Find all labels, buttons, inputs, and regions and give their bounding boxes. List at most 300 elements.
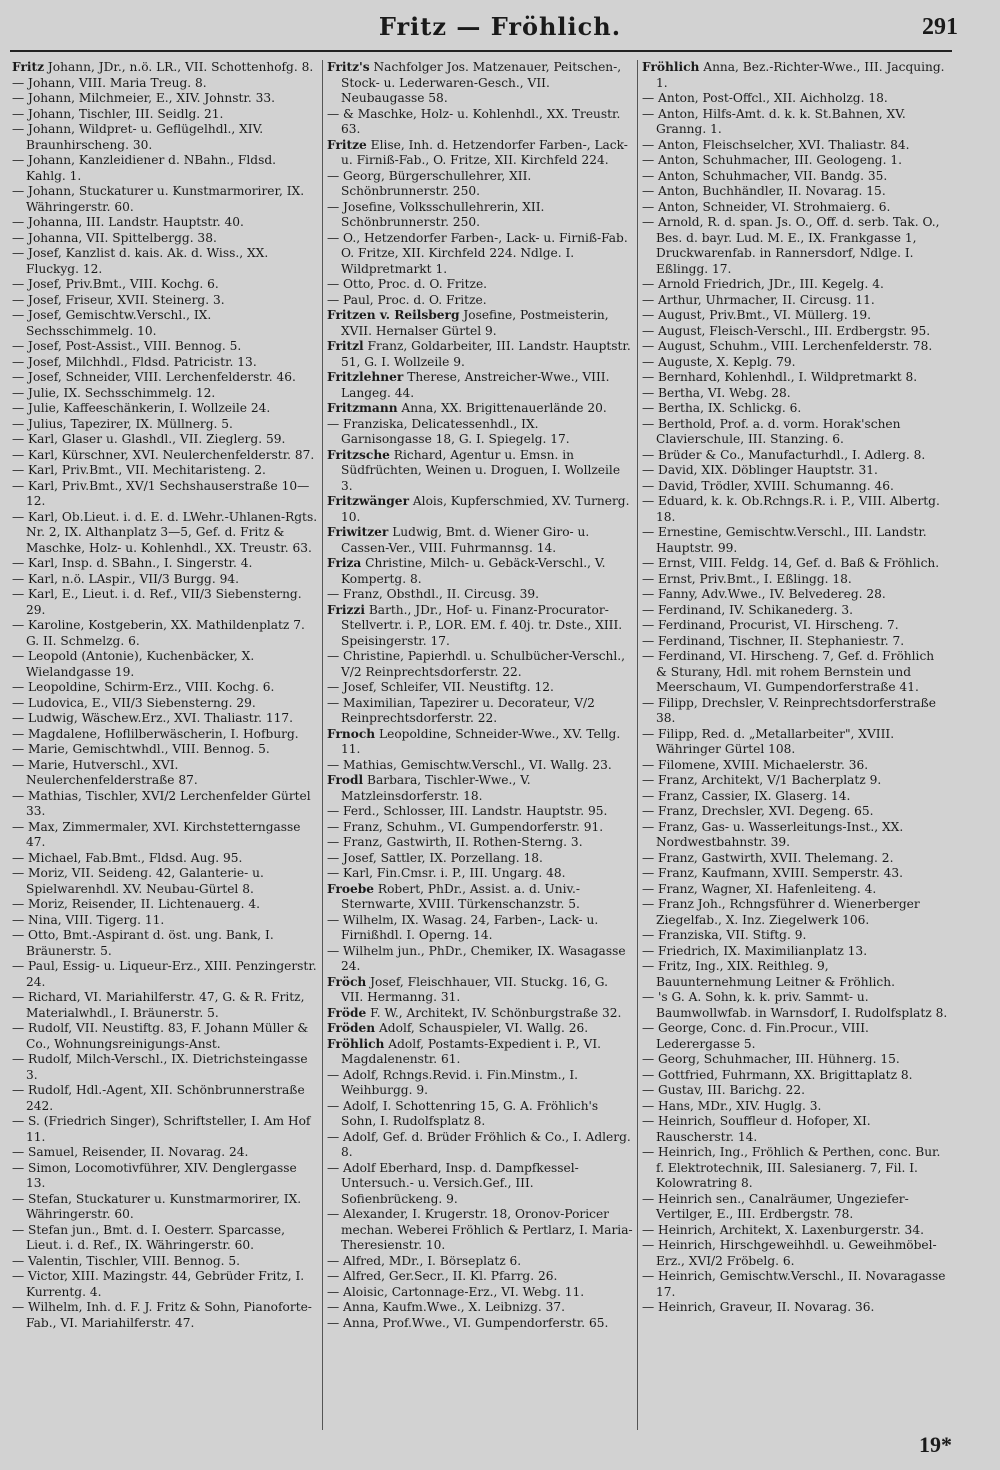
page-number: 291 (922, 14, 958, 40)
directory-entry (642, 339, 948, 355)
entry-text: — Josef, Schleifer, VII. Neustiftg. 12. (327, 680, 554, 694)
entry-text: — Johann, Kanzleidiener d. NBahn., Fldsd. Kahlg. 1. (12, 153, 277, 183)
directory-entry (12, 339, 318, 355)
entry-text: — Karoline, Kostgeberin, XX. Mathildenplatz 7. G. II. Schmelzg. 6. (12, 618, 305, 648)
directory-entry (12, 479, 318, 510)
entry-text: — Mathias, Tischler, XVI/2 Lerchenfelder Gürtel 33. (12, 788, 311, 818)
entry-surname: Friza (327, 556, 362, 570)
entry-text: — Heinrich, Architekt, X. Laxenburgerstr. 34. (642, 1222, 924, 1237)
directory-entry (327, 339, 633, 370)
directory-entry (642, 990, 948, 1021)
directory-entry (642, 928, 948, 944)
entry-surname: Fritzen v. Reilsberg (327, 308, 460, 322)
entry-text: — David, XIX. Döblinger Hauptstr. 31. (642, 463, 878, 477)
entry-text: — Wilhelm, Inh. d. F. J. Fritz & Sohn, Pianoforte-Fab., VI. Mariahilferstr. 47. (12, 1300, 312, 1330)
entry-text: — & Maschke, Holz- u. Kohlenhdl., XX. Treustr. 63. (327, 106, 621, 136)
directory-entry (327, 525, 633, 556)
directory-entry (642, 1099, 948, 1115)
directory-entry (12, 91, 318, 107)
entry-text: Alois, Kupferschmied, XV. Turnerg. 10. (341, 494, 630, 524)
entry-text: Christine, Milch- u. Gebäck-Verschl., V. Kompertg. 8. (341, 556, 606, 586)
directory-entry (12, 463, 318, 479)
entry-surname: Fritzmann (327, 401, 398, 415)
entry-text: Barth., JDr., Hof- u. Finanz-Procurator-Stellvertr. i. P., LOR. EM. f. 40j. tr. Dste., XIII. Speisingerstr. 17. (341, 602, 623, 648)
directory-entry (642, 138, 948, 154)
entry-text: — Hans, MDr., XIV. Huglg. 3. (642, 1098, 822, 1113)
directory-entry (12, 76, 318, 92)
entry-text: — Johanna, VII. Spittelbergg. 38. (12, 230, 217, 245)
entry-text: Franz, Goldarbeiter, III. Landstr. Hauptstr. 51, G. I. Wollzeile 9. (341, 339, 631, 369)
entry-text: — Karl, Insp. d. SBahn., I. Singerstr. 4. (12, 556, 253, 570)
entry-text: — Franz, Architekt, V/1 Bacherplatz 9. (642, 773, 882, 787)
entry-text: — Rudolf, VII. Neustiftg. 83, F. Johann Müller & Co., Wohnungsreinigungs-Anst. (12, 1021, 309, 1051)
entry-text: Elise, Inh. d. Hetzendorfer Farben-, Lack- u. Firniß-Fab., O. Fritze, XII. Kirchfeld 224. (341, 137, 628, 167)
entry-text: — Eduard, k. k. Ob.Rchngs.R. i. P., VIII. Albertg. 18. (642, 494, 940, 524)
entry-text: Barbara, Tischler-Wwe., V. Matzleinsdorferstr. 18. (341, 773, 531, 803)
entry-text: — Anton, Post-Offcl., XII. Aichholzg. 18. (642, 91, 888, 105)
directory-entry (12, 215, 318, 231)
directory-entry (642, 727, 948, 758)
directory-entry (327, 1021, 633, 1037)
directory-entry (642, 60, 948, 91)
directory-entry (642, 1238, 948, 1269)
entry-text: — Ernestine, Gemischtw.Verschl., III. Landstr. Hauptstr. 99. (642, 525, 927, 555)
entry-text: Richard, Agentur u. Emsn. in Südfrüchten, Weinen u. Droguen, I. Wollzeile 3. (341, 447, 621, 493)
directory-entry (642, 525, 948, 556)
entry-text: — Otto, Bmt.-Aspirant d. öst. ung. Bank, I. Bräunerstr. 5. (12, 928, 274, 958)
directory-entry (327, 1300, 633, 1316)
entry-surname: Frizzi (327, 602, 365, 617)
signature-mark: 19* (919, 1432, 952, 1457)
entry-text: — Adolf, I. Schottenring 15, G. A. Fröhlich's Sohn, I. Rudolfsplatz 8. (327, 1098, 599, 1128)
directory-entry (642, 556, 948, 572)
directory-entry (642, 603, 948, 619)
directory-entry (327, 1130, 633, 1161)
directory-entry (12, 572, 318, 588)
entry-text: — Julie, IX. Sechsschimmelg. 12. (12, 385, 216, 400)
entry-text: Therese, Anstreicher-Wwe., VIII. Langeg. 44. (341, 370, 610, 400)
entry-text: — Franziska, Delicatessenhdl., IX. Garnisongasse 18, G. I. Spiegelg. 17. (327, 416, 570, 446)
directory-entry (327, 913, 633, 944)
entry-text: — Anna, Kaufm.Wwe., X. Leibnizg. 37. (327, 1300, 566, 1314)
entry-text: — Heinrich, Ing., Fröhlich & Perthen, conc. Bur. f. Elektrotechnik, III. Salesianerg. 7, Fil. I. Kolowratring 8. (642, 1145, 941, 1190)
entry-text: — Valentin, Tischler, VIII. Bennog. 5. (12, 1253, 241, 1268)
directory-entry (12, 417, 318, 433)
directory-entry (12, 789, 318, 820)
directory-entry (642, 959, 948, 990)
entry-text: — Adolf Eberhard, Insp. d. Dampfkessel-Untersuch.- u. Versich.Gef., III. Sofienbrückeng. 9. (327, 1160, 579, 1206)
directory-entry (642, 153, 948, 169)
directory-entry (12, 510, 318, 557)
entry-surname: Fröch (327, 974, 367, 989)
directory-entry (327, 277, 633, 293)
directory-entry (12, 246, 318, 277)
directory-entry (327, 587, 633, 603)
directory-entry (12, 1192, 318, 1223)
directory-entry (327, 649, 633, 680)
directory-entry (12, 820, 318, 851)
directory-entry (642, 463, 948, 479)
entry-text: — Bernhard, Kohlenhdl., I. Wildpretmarkt 8. (642, 370, 918, 384)
entry-text: — Filomene, XVIII. Michaelerstr. 36. (642, 757, 869, 772)
directory-entry (327, 401, 633, 417)
header-rule (10, 50, 952, 52)
directory-entry (12, 866, 318, 897)
directory-entry (327, 882, 633, 913)
directory-entry (642, 277, 948, 293)
entry-text: — Friedrich, IX. Maximilianplatz 13. (642, 943, 868, 958)
entry-text: — Bertha, IX. Schlickg. 6. (642, 401, 802, 415)
directory-entry (12, 370, 318, 386)
directory-entry (642, 401, 948, 417)
directory-entry (642, 200, 948, 216)
entry-text: Nachfolger Jos. Matzenauer, Peitschen-, Stock- u. Lederwaren-Gesch., VII. Neubaugasse 58. (341, 60, 622, 105)
entry-text: — Filipp, Red. d. „Metallarbeiter", XVIII. Währinger Gürtel 108. (642, 726, 895, 756)
entry-text: — Paul, Proc. d. O. Fritze. (327, 292, 487, 307)
directory-entry (327, 1068, 633, 1099)
entry-text: — Karl, Priv.Bmt., XV/1 Sechshauserstraße 10—12. (12, 478, 310, 508)
directory-entry (642, 804, 948, 820)
directory-entry (642, 1223, 948, 1239)
directory-entry (642, 649, 948, 696)
directory-entry (642, 107, 948, 138)
directory-entry (12, 1254, 318, 1270)
directory-entry (327, 293, 633, 309)
entry-text: — Ferdinand, VI. Hirscheng. 7, Gef. d. Fröhlich & Sturany, Hdl. mit rohem Bernstein und Meerschaum, VI. Gumpendorferstraße 41. (642, 649, 935, 694)
entry-text: F. W., Architekt, IV. Schönburgstraße 32. (366, 1005, 622, 1020)
directory-entry (327, 231, 633, 278)
directory-columns (8, 60, 952, 1430)
directory-entry (642, 1083, 948, 1099)
directory-entry (642, 494, 948, 525)
directory-entry (327, 680, 633, 696)
directory-entry (12, 928, 318, 959)
entry-text: — Josef, Gemischtw.Verschl., IX. Sechsschimmelg. 10. (12, 308, 212, 338)
entry-text: — Josef, Milchhdl., Fldsd. Patricistr. 13. (12, 354, 257, 369)
entry-text: — Berthold, Prof. a. d. vorm. Horak'schen Clavierschule, III. Stanzing. 6. (642, 416, 901, 446)
entry-text: — Ernst, Priv.Bmt., I. Eßlingg. 18. (642, 571, 852, 586)
entry-text: — Karl, n.ö. LAspir., VII/3 Burgg. 94. (12, 571, 239, 586)
entry-text: Ludwig, Bmt. d. Wiener Giro- u. Cassen-Ver., VIII. Fuhrmannsg. 14. (341, 525, 590, 555)
entry-text: — Josef, Priv.Bmt., VIII. Kochg. 6. (12, 277, 219, 291)
directory-entry (642, 91, 948, 107)
entry-surname: Fritzwänger (327, 494, 409, 508)
directory-entry (327, 804, 633, 820)
directory-entry (327, 1269, 633, 1285)
entry-text: — Karl, E., Lieut. i. d. Ref., VII/3 Siebensterng. 29. (12, 587, 302, 617)
entry-text: — Georg, Bürgerschullehrer, XII. Schönbrunnerstr. 250. (327, 168, 532, 198)
directory-entry (12, 184, 318, 215)
entry-text: — Heinrich sen., Canalräumer, Ungeziefer-Vertilger, E., III. Erdbergstr. 78. (642, 1191, 909, 1221)
entry-text: — Josef, Sattler, IX. Porzellang. 18. (327, 850, 543, 865)
entry-text: — S. (Friedrich Singer), Schriftsteller, I. Am Hof 11. (12, 1114, 311, 1144)
entry-text: — Johann, Milchmeier, E., XIV. Johnstr. 33. (12, 91, 276, 105)
directory-entry (642, 386, 948, 402)
directory-entry (327, 1006, 633, 1022)
directory-entry (12, 618, 318, 649)
entry-text: — Karl, Priv.Bmt., VII. Mechitaristeng. 2. (12, 463, 266, 477)
entry-text: — Stefan jun., Bmt. d. I. Oesterr. Sparcasse, Lieut. i. d. Ref., IX. Währingerstr. 60. (12, 1222, 285, 1252)
directory-entry (642, 851, 948, 867)
entry-text: — Josef, Kanzlist d. kais. Ak. d. Wiss., XX. Fluckyg. 12. (12, 246, 269, 276)
entry-text: — Anton, Schneider, VI. Strohmaierg. 6. (642, 199, 891, 214)
directory-entry (642, 1192, 948, 1223)
directory-entry (12, 696, 318, 712)
entry-text: — Michael, Fab.Bmt., Fldsd. Aug. 95. (12, 850, 243, 865)
directory-entry (642, 820, 948, 851)
entry-text: — Franz, Gastwirth, XVII. Thelemang. 2. (642, 850, 894, 865)
directory-entry (12, 107, 318, 123)
entry-surname: Fritz (12, 60, 45, 74)
entry-text: — Franz Joh., Rchngsführer d. Wienerberger Ziegelfab., X. Inz. Ziegelwerk 106. (642, 897, 920, 927)
directory-entry (642, 169, 948, 185)
directory-entry (12, 742, 318, 758)
directory-entry (642, 789, 948, 805)
entry-text: — Samuel, Reisender, II. Novarag. 24. (12, 1145, 249, 1159)
directory-entry (12, 153, 318, 184)
entry-surname: Fritz's (327, 60, 370, 74)
entry-text: — Leopold (Antonie), Kuchenbäcker, X. Wielandgasse 19. (12, 649, 255, 679)
directory-entry (642, 634, 948, 650)
directory-entry (12, 758, 318, 789)
directory-entry (642, 587, 948, 603)
page-header (0, 12, 1000, 52)
entry-text: — Alfred, MDr., I. Börseplatz 6. (327, 1253, 522, 1268)
directory-entry (12, 959, 318, 990)
entry-text: — August, Schuhm., VIII. Lerchenfelderstr. 78. (642, 339, 933, 353)
entry-text: — Max, Zimmermaler, XVI. Kirchstetterngasse 47. (12, 819, 301, 849)
entry-text: — Victor, XIII. Mazingstr. 44, Gebrüder Fritz, I. Kurrentg. 4. (12, 1269, 305, 1299)
entry-text: — Wilhelm jun., PhDr., Chemiker, IX. Wasagasse 24. (327, 943, 626, 973)
directory-entry (12, 277, 318, 293)
directory-entry (327, 1037, 633, 1068)
entry-text: — Anton, Fleischselcher, XVI. Thaliastr. 84. (642, 137, 910, 152)
entry-text: — Heinrich, Gemischtw.Verschl., II. Novaragasse 17. (642, 1269, 946, 1299)
directory-entry (327, 60, 633, 107)
entry-text: — Anton, Hilfs-Amt. d. k. k. St.Bahnen, XV. Granng. 1. (642, 106, 906, 136)
directory-entry (12, 1021, 318, 1052)
directory-entry (12, 401, 318, 417)
directory-entry (327, 1316, 633, 1332)
directory-entry (12, 587, 318, 618)
directory-entry (327, 169, 633, 200)
directory-entry (327, 448, 633, 495)
entry-text: — Karl, Kürschner, XVI. Neulerchenfelderstr. 87. (12, 447, 315, 462)
entry-text: — Rudolf, Milch-Verschl., IX. Dietrichsteingasse 3. (12, 1052, 308, 1082)
directory-entry (642, 773, 948, 789)
directory-entry (642, 184, 948, 200)
entry-text: — Ernst, VIII. Feldg. 14, Gef. d. Baß & Fröhlich. (642, 556, 940, 570)
entry-text: — Josef, Schneider, VIII. Lerchenfelderstr. 46. (12, 370, 296, 384)
entry-text: — Paul, Essig- u. Liqueur-Erz., XIII. Penzingerstr. 24. (12, 959, 317, 989)
directory-entry (642, 355, 948, 371)
entry-text: — Arnold, R. d. span. Js. O., Off. d. serb. Tak. O., Bes. d. bayr. Lud. M. E., IX. Frankgasse 1, Druckwarenfab. in Rannersdorf, Ndlge. I. Eßlingg. 17. (642, 215, 940, 276)
entry-text: — Richard, VI. Mariahilferstr. 47, G. & R. Fritz, Materialwhdl., I. Bräunerstr. 5. (12, 990, 305, 1020)
entry-text: — Alfred, Ger.Secr., II. Kl. Pfarrg. 26. (327, 1269, 558, 1283)
column-middle (323, 60, 638, 1430)
entry-text: — Karl, Glaser u. Glashdl., VII. Zieglerg. 59. (12, 432, 286, 446)
entry-text: — Franz, Kaufmann, XVIII. Semperstr. 43. (642, 866, 904, 880)
entry-text: — Fritz, Ing., XIX. Reithleg. 9, Bauunternehmung Leitner & Fröhlich. (642, 959, 895, 989)
entry-text: — Johanna, III. Landstr. Hauptstr. 40. (12, 215, 244, 229)
directory-entry (642, 1052, 948, 1068)
directory-entry (642, 479, 948, 495)
entry-text: — Fanny, Adv.Wwe., IV. Belvedereg. 28. (642, 587, 886, 601)
directory-entry (327, 556, 633, 587)
entry-text: — Anton, Schuhmacher, III. Geologeng. 1. (642, 153, 902, 167)
directory-entry (12, 897, 318, 913)
directory-entry (12, 231, 318, 247)
directory-entry (327, 851, 633, 867)
entry-surname: Fritzlehner (327, 370, 404, 384)
directory-entry (327, 866, 633, 882)
entry-text: — Mathias, Gemischtw.Verschl., VI. Wallg. 23. (327, 757, 612, 772)
entry-text: — Julie, Kaffeeschänkerin, I. Wollzeile 24. (12, 401, 271, 415)
directory-entry (12, 1083, 318, 1114)
entry-text: — Moriz, VII. Seidenɡ. 42, Galanterie- u. Spielwarenhdl. XV. Neubau-Gürtel 8. (12, 866, 264, 896)
entry-text: — 's G. A. Sohn, k. k. priv. Sammt- u. Baumwollwfab. in Warnsdorf, I. Rudolfsplatz 8. (642, 990, 948, 1020)
directory-entry (327, 727, 633, 758)
directory-entry (327, 1285, 633, 1301)
entry-text: — Leopoldine, Schirm-Erz., VIII. Kochg. 6. (12, 680, 275, 694)
entry-text: — Maximilian, Tapezirer u. Decorateur, V/2 Reinprechtsdorferstr. 22. (327, 695, 595, 725)
entry-text: — Julius, Tapezirer, IX. Müllnerg. 5. (12, 416, 233, 431)
entry-surname: Fritze (327, 137, 367, 152)
directory-entry (12, 1300, 318, 1331)
entry-text: — Gustav, III. Barichg. 22. (642, 1083, 805, 1097)
directory-entry (327, 308, 633, 339)
directory-entry (12, 386, 318, 402)
entry-text: — Arnold Friedrich, JDr., III. Kegelg. 4. (642, 277, 884, 291)
directory-entry (327, 1207, 633, 1254)
entry-text: — Ferd., Schlosser, III. Landstr. Hauptstr. 95. (327, 804, 608, 818)
directory-entry (12, 1145, 318, 1161)
directory-entry (642, 696, 948, 727)
directory-entry (327, 820, 633, 836)
directory-entry (327, 138, 633, 169)
directory-entry (642, 866, 948, 882)
entry-surname: Fröhlich (327, 1036, 385, 1051)
directory-entry (12, 60, 318, 76)
entry-surname: Froebe (327, 881, 375, 896)
directory-entry (642, 897, 948, 928)
entry-text: — David, Trödler, XVIII. Schumanng. 46. (642, 478, 894, 493)
entry-surname: Frnoch (327, 726, 376, 741)
entry-text: — Otto, Proc. d. O. Fritze. (327, 277, 488, 291)
directory-entry (642, 758, 948, 774)
directory-entry (327, 944, 633, 975)
entry-text: Leopoldine, Schneider-Wwe., XV. Tellg. 11. (341, 726, 621, 756)
directory-entry (642, 572, 948, 588)
entry-text: — Franz, Schuhm., VI. Gumpendorferstr. 91. (327, 819, 604, 834)
entry-surname: Friwitzer (327, 525, 389, 539)
entry-text: — Wilhelm, IX. Wasag. 24, Farben-, Lack- u. Firnißhdl. I. Operng. 14. (327, 912, 599, 942)
entry-text: — Heinrich, Graveur, II. Novarag. 36. (642, 1300, 875, 1314)
directory-entry (642, 1021, 948, 1052)
entry-text: — Bertha, VI. Webg. 28. (642, 385, 791, 400)
entry-text: — Nina, VIII. Tigerg. 11. (12, 912, 165, 927)
directory-entry (642, 1145, 948, 1192)
directory-entry (642, 448, 948, 464)
entry-text: — Heinrich, Hirschgeweihhdl. u. Geweihmöbel-Erz., XVI/2 Fröbelg. 6. (642, 1238, 937, 1268)
directory-entry (12, 556, 318, 572)
entry-text: — Alexander, I. Krugerstr. 18, Oronov-Poricer mechan. Weberei Fröhlich & Pertlarz, I. Maria-Theresienstr. 10. (327, 1207, 633, 1252)
directory-entry (327, 200, 633, 231)
entry-text: — Adolf, Gef. d. Brüder Fröhlich & Co., I. Adlerg. 8. (327, 1129, 631, 1159)
directory-entry (12, 1052, 318, 1083)
directory-entry (327, 773, 633, 804)
directory-entry (327, 107, 633, 138)
entry-text: — Johann, VIII. Maria Treug. 8. (12, 75, 207, 90)
entry-text: — Moriz, Reisender, II. Lichtenauerg. 4. (12, 897, 260, 911)
entry-text: — August, Priv.Bmt., VI. Müllerg. 19. (642, 308, 871, 322)
entry-surname: Fritzsche (327, 447, 390, 462)
directory-entry (12, 1161, 318, 1192)
entry-text: — Ferdinand, Procurist, VI. Hirscheng. 7. (642, 618, 899, 632)
directory-entry (327, 1161, 633, 1208)
directory-entry (12, 122, 318, 153)
directory-entry (12, 727, 318, 743)
entry-text: — Franz, Drechsler, XVI. Degeng. 65. (642, 804, 874, 818)
directory-entry (12, 649, 318, 680)
directory-entry (642, 618, 948, 634)
entry-text: — Franz, Cassier, IX. Glaserg. 14. (642, 788, 851, 803)
entry-text: — Franz, Gas- u. Wasserleitungs-Inst., XX. Nordwestbahnstr. 39. (642, 819, 904, 849)
directory-entry (12, 680, 318, 696)
directory-entry (12, 1114, 318, 1145)
entry-surname: Fröhlich (642, 60, 700, 74)
entry-text: — Heinrich, Souffleur d. Hofoper, XI. Rauscherstr. 14. (642, 1114, 871, 1144)
directory-entry (12, 1223, 318, 1254)
column-left (8, 60, 323, 1430)
entry-surname: Frodl (327, 773, 364, 787)
entry-text: — Anton, Schuhmacher, VII. Bandg. 35. (642, 168, 888, 183)
entry-text: — George, Conc. d. Fin.Procur., VIII. Lederergasse 5. (642, 1021, 869, 1051)
directory-entry (327, 370, 633, 401)
entry-text: — Ludovica, E., VII/3 Siebensterng. 29. (12, 695, 256, 710)
directory-entry (642, 944, 948, 960)
entry-text: — Georg, Schuhmacher, III. Hühnerg. 15. (642, 1052, 900, 1066)
entry-text: — Johann, Wildpret- u. Geflügelhdl., XIV. Braunhirscheng. 30. (12, 122, 264, 152)
entry-text: — Josef, Friseur, XVII. Steinerg. 3. (12, 292, 225, 307)
directory-entry (642, 370, 948, 386)
entry-text: — O., Hetzendorfer Farben-, Lack- u. Firniß-Fab. O. Fritze, XII. Kirchfeld 224. Ndlge. I. Wildpretmarkt 1. (327, 230, 628, 276)
entry-text: — Marie, Gemischtwhdl., VIII. Bennog. 5. (12, 742, 270, 756)
entry-text: Robert, PhDr., Assist. a. d. Univ.-Sternwarte, XVIII. Türkenschanzstr. 5. (341, 881, 580, 911)
directory-entry (12, 913, 318, 929)
directory-entry (327, 417, 633, 448)
entry-text: Anna, XX. Brigittenauerlände 20. (397, 401, 607, 415)
entry-text: Adolf, Schauspieler, VI. Wallg. 26. (375, 1021, 589, 1035)
directory-entry (642, 1114, 948, 1145)
directory-entry (327, 835, 633, 851)
entry-text: — Marie, Hutverschl., XVI. Neulerchenfelderstraße 87. (12, 757, 198, 787)
directory-entry (327, 696, 633, 727)
entry-surname: Fritzl (327, 339, 364, 353)
entry-text: — Anna, Prof.Wwe., VI. Gumpendorferstr. 65. (327, 1315, 609, 1330)
entry-text: — Stefan, Stuckaturer u. Kunstmarmorirer, IX. Währingerstr. 60. (12, 1191, 302, 1221)
directory-entry (12, 711, 318, 727)
entry-text: — Simon, Locomotivführer, XIV. Denglergasse 13. (12, 1160, 297, 1190)
entry-text: — Adolf, Rchngs.Revid. i. Fin.Minstm., I. Weihburgg. 9. (327, 1067, 579, 1097)
entry-text: — Auguste, X. Keplg. 79. (642, 354, 796, 369)
directory-entry (12, 448, 318, 464)
entry-text: — Filipp, Drechsler, V. Reinprechtsdorferstraße 38. (642, 695, 936, 725)
directory-entry (642, 1068, 948, 1084)
entry-text: — Franz, Gastwirth, II. Rothen-Sterng. 3. (327, 835, 583, 849)
entry-text: — Franz, Wagner, XI. Hafenleiteng. 4. (642, 881, 877, 896)
directory-entry (642, 308, 948, 324)
